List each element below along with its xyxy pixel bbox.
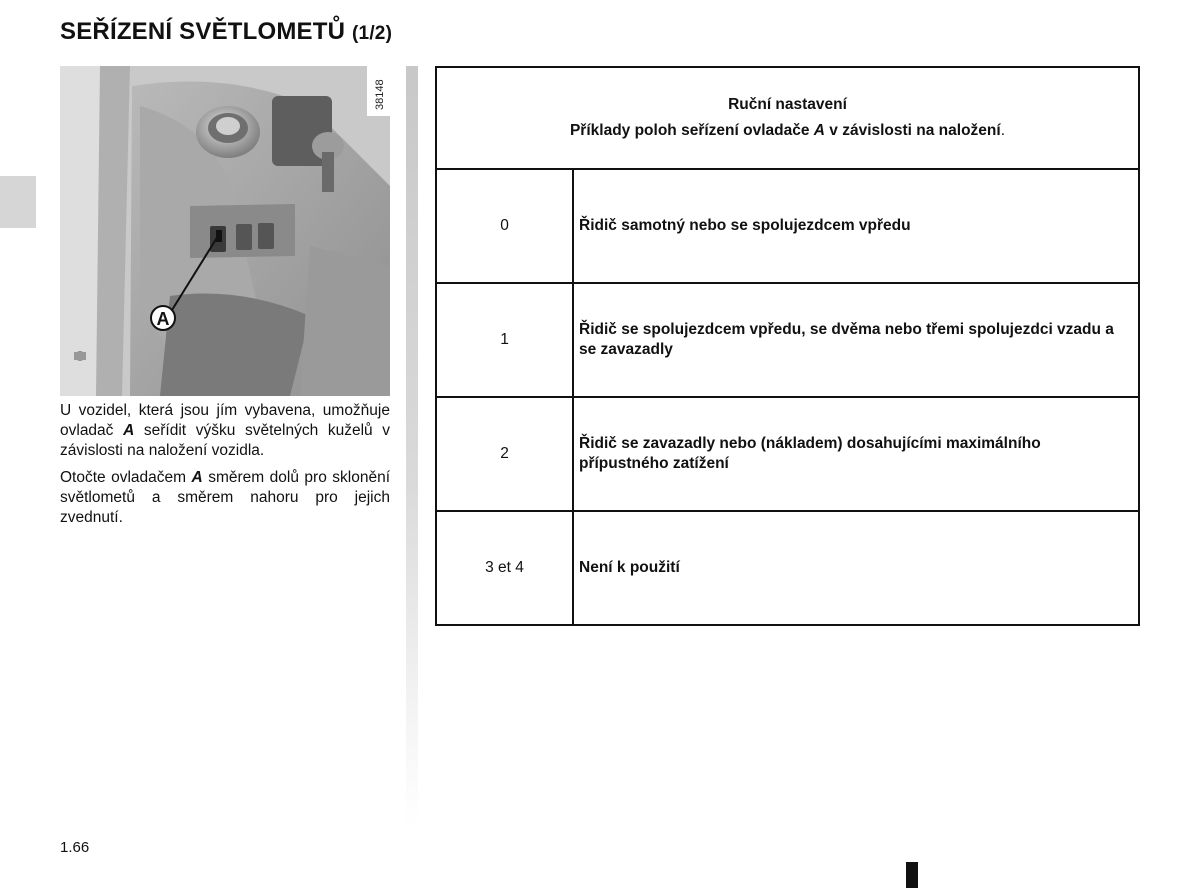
paragraph-2: Otočte ovladačem A směrem dolů pro sklonění světlometů a směrem nahoru pro jejich zvednutí. xyxy=(60,469,391,526)
page-number: 1.66 xyxy=(60,839,90,856)
crop-mark xyxy=(906,862,918,888)
table-subheading: Příklady poloh seřízení ovladače A v závislosti na naložení. xyxy=(569,122,1006,139)
title-main: SEŘÍZENÍ SVĚTLOMETŮ xyxy=(60,18,346,45)
dashboard-photo xyxy=(60,66,390,396)
table-heading: Ruční nastavení xyxy=(728,96,847,113)
figure-number: 38148 xyxy=(374,79,386,110)
paragraph-1: U vozidel, která jsou jím vybavena, umožňuje ovladač A seřídit výšku světelných kuželů v závislosti na naložení vozidla. xyxy=(60,402,391,459)
description-cell: Řidič se zavazadly nebo (nákladem) dosahujícími maximálního přípustného zatížení xyxy=(573,397,1139,511)
control-ref: A xyxy=(191,469,203,486)
table-row xyxy=(436,169,1139,283)
column-divider xyxy=(406,66,418,826)
table-row xyxy=(436,511,1139,625)
position-cell: 1 xyxy=(436,283,573,397)
table-header-row xyxy=(436,67,1139,169)
control-ref: A xyxy=(123,422,135,439)
table-header xyxy=(436,67,1139,169)
title-part: (1/2) xyxy=(352,23,393,44)
table-row xyxy=(436,283,1139,397)
dashboard-illustration xyxy=(60,66,390,396)
callout-label: A xyxy=(156,309,170,329)
description-cell: Není k použití xyxy=(573,511,1139,625)
position-cell: 2 xyxy=(436,397,573,511)
table-row xyxy=(436,397,1139,511)
position-cell: 3 et 4 xyxy=(436,511,573,625)
description-cell: Řidič se spolujezdcem vpředu, se dvěma nebo třemi spolujezdci vzadu a se zavazadly xyxy=(573,283,1139,397)
description-cell: Řidič samotný nebo se spolujezdcem vpředu xyxy=(573,169,1139,283)
section-tab xyxy=(0,176,36,228)
intro-text xyxy=(60,401,390,535)
page-title xyxy=(60,18,392,46)
headlight-settings-table xyxy=(435,66,1140,626)
position-cell: 0 xyxy=(436,169,573,283)
